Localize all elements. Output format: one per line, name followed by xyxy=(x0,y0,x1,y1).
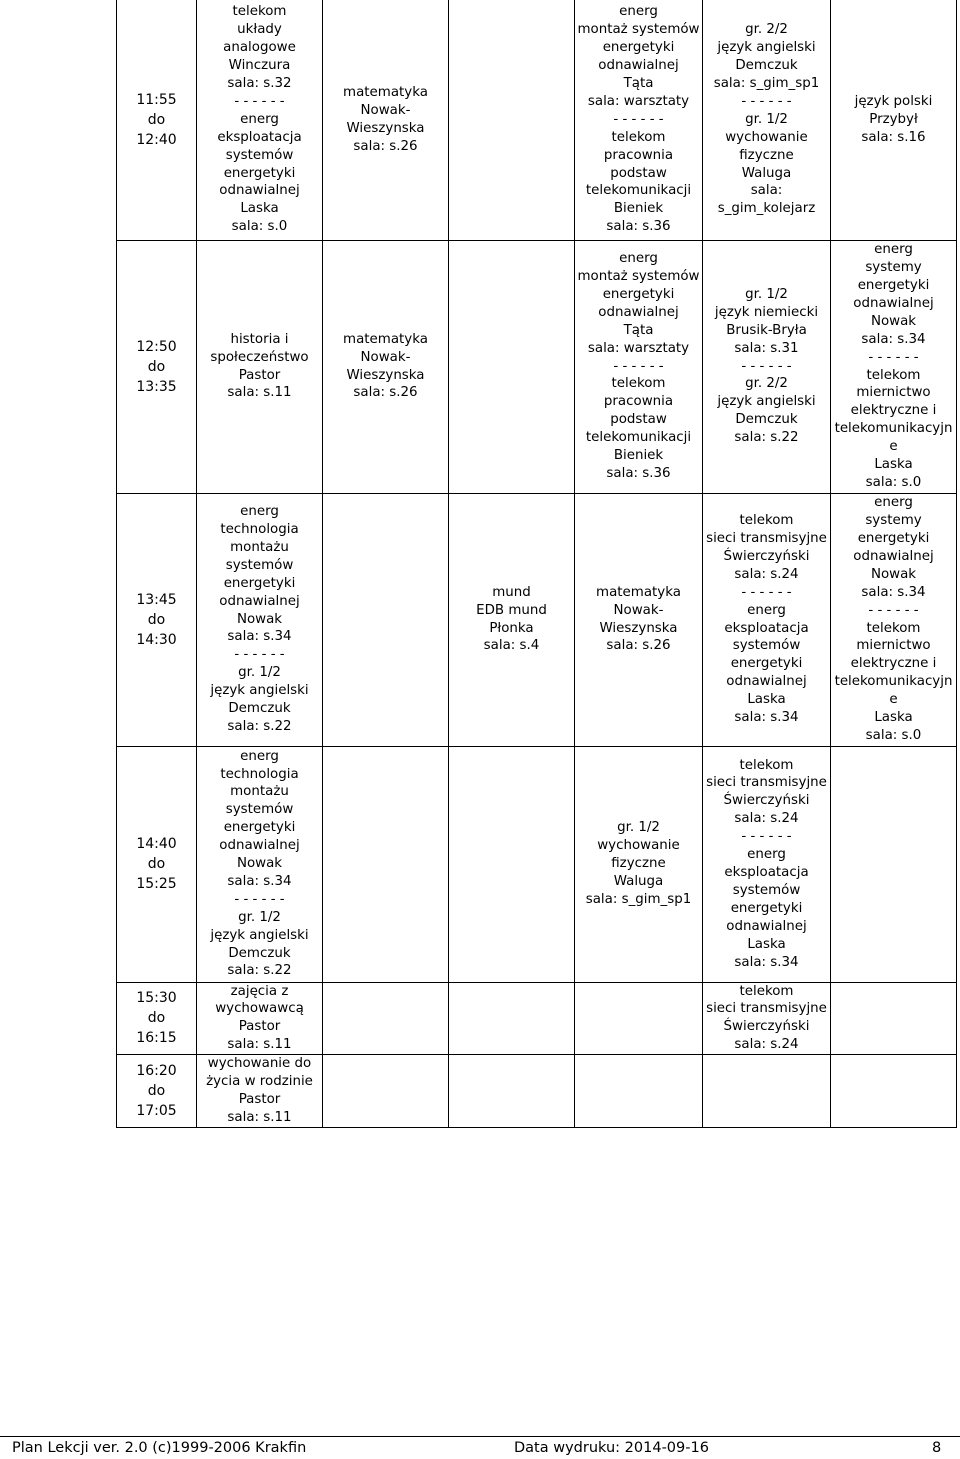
footer-page-number: 8 xyxy=(932,1440,942,1456)
time-line: do xyxy=(147,611,166,628)
lesson-line: język polski xyxy=(854,93,933,109)
lesson-line: matematyka xyxy=(596,584,681,600)
lesson-line: odnawialnej xyxy=(219,838,300,854)
lesson-cell xyxy=(323,493,449,746)
lesson-line: energ xyxy=(747,602,786,618)
lesson-time xyxy=(117,240,197,493)
lesson-line: s_gim_kolejarz xyxy=(717,201,816,217)
lesson-line: sala: s.24 xyxy=(734,566,799,582)
lesson-line: elektryczne i xyxy=(850,656,937,672)
lesson-cell xyxy=(449,982,575,1055)
timetable-row xyxy=(117,0,957,240)
lesson-line: sala: s.31 xyxy=(734,340,799,356)
lesson-line: matematyka xyxy=(343,331,428,347)
lesson-cell xyxy=(831,240,957,493)
time-line: 11:55 xyxy=(136,91,177,108)
lesson-cell xyxy=(575,0,703,240)
lesson-line: wychowanie xyxy=(597,838,680,854)
lesson-line: systemów xyxy=(225,802,294,818)
lesson-line: Świerczyński xyxy=(723,1019,810,1035)
lesson-line: sala: s.34 xyxy=(861,331,926,347)
lesson-line: telekom xyxy=(739,757,794,773)
time-line: do xyxy=(147,111,166,128)
lesson-cell xyxy=(449,0,575,240)
lesson-line: Świerczyński xyxy=(723,793,810,809)
lesson-line: pracownia xyxy=(603,394,674,410)
lesson-line: sala: s.26 xyxy=(606,638,671,654)
lesson-line: systemy xyxy=(865,260,922,276)
lesson-line: zajęcia z xyxy=(230,983,289,999)
lesson-cell xyxy=(575,982,703,1055)
timetable-row xyxy=(117,493,957,746)
timetable-row xyxy=(117,746,957,982)
lesson-line: montażu xyxy=(230,539,289,555)
lesson-line: sala: s.11 xyxy=(227,1037,292,1053)
lesson-line: wychowanie xyxy=(725,129,808,145)
lesson-line: Bieniek xyxy=(613,201,664,217)
lesson-line: montażu xyxy=(230,784,289,800)
lesson-line: elektryczne i xyxy=(850,403,937,419)
lesson-line: sala: s_gim_sp1 xyxy=(585,891,692,907)
lesson-line: fizyczne xyxy=(611,856,666,872)
lesson-line: sala: s.36 xyxy=(606,465,671,481)
lesson-line: sala: s.26 xyxy=(353,385,418,401)
lesson-cell xyxy=(831,982,957,1055)
lesson-line: technologia xyxy=(220,766,299,782)
lesson-line: sala: s.24 xyxy=(734,1037,799,1053)
lesson-line: energetyki xyxy=(857,277,930,293)
lesson-line: sala: s.0 xyxy=(865,727,922,743)
lesson-line: gr. 2/2 xyxy=(745,22,788,38)
lesson-line: energ xyxy=(747,847,786,863)
lesson-line: Brusik-Bryła xyxy=(726,322,807,338)
lesson-line: energetyki xyxy=(602,40,675,56)
lesson-line: Nowak xyxy=(236,611,283,627)
lesson-line: język angielski xyxy=(717,40,816,56)
lesson-line: Bieniek xyxy=(613,448,664,464)
lesson-line: gr. 1/2 xyxy=(745,111,788,127)
lesson-line: Laska xyxy=(747,936,786,952)
lesson-line: energ xyxy=(619,251,658,267)
lesson-line: Wieszynska xyxy=(346,120,425,136)
lesson-line: eksploatacja xyxy=(217,129,302,145)
lesson-line: gr. 1/2 xyxy=(617,820,660,836)
lesson-time xyxy=(117,1055,197,1128)
lesson-time xyxy=(117,493,197,746)
lesson-line: - - - - - - xyxy=(234,647,285,663)
lesson-line: - - - - - - xyxy=(613,111,664,127)
lesson-line: sala: s.34 xyxy=(734,954,799,970)
lesson-line: Laska xyxy=(874,710,913,726)
lesson-line: telekomunikacji xyxy=(585,430,692,446)
lesson-line: mund xyxy=(492,584,531,600)
lesson-line: sala: s.22 xyxy=(227,963,292,979)
page-footer xyxy=(0,1436,960,1459)
lesson-line: energetyki xyxy=(602,286,675,302)
lesson-cell xyxy=(703,0,831,240)
lesson-line: energetyki xyxy=(223,165,296,181)
lesson-line: miernictwo xyxy=(856,385,931,401)
lesson-line: Demczuk xyxy=(735,412,798,428)
lesson-cell xyxy=(703,982,831,1055)
lesson-line: energ xyxy=(240,748,279,764)
lesson-line: Nowak xyxy=(870,313,917,329)
lesson-cell xyxy=(575,493,703,746)
lesson-line: sala: s.26 xyxy=(353,138,418,154)
lesson-cell xyxy=(449,493,575,746)
lesson-line: sieci transmisyjne xyxy=(706,775,827,791)
timetable xyxy=(116,0,957,1128)
lesson-line: społeczeństwo xyxy=(210,349,309,365)
lesson-cell xyxy=(575,746,703,982)
lesson-line: e xyxy=(889,692,898,708)
lesson-cell xyxy=(831,493,957,746)
lesson-line: - - - - - - xyxy=(741,358,792,374)
lesson-line: sala: xyxy=(750,183,783,199)
lesson-line: wychowawcą xyxy=(215,1001,304,1017)
lesson-line: - - - - - - xyxy=(741,93,792,109)
lesson-line: telekom xyxy=(866,367,921,383)
lesson-cell xyxy=(831,1055,957,1128)
lesson-cell xyxy=(449,746,575,982)
lesson-line: podstaw xyxy=(610,412,667,428)
lesson-line: Nowak- xyxy=(360,349,411,365)
lesson-line: systemów xyxy=(225,557,294,573)
time-line: 17:05 xyxy=(136,1103,177,1120)
lesson-line: Płonka xyxy=(489,620,534,636)
time-line: do xyxy=(147,856,166,872)
time-line: 12:50 xyxy=(136,338,177,355)
lesson-cell xyxy=(703,240,831,493)
time-line: 14:40 xyxy=(136,836,177,852)
lesson-cell xyxy=(197,1055,323,1128)
lesson-line: Laska xyxy=(747,692,786,708)
time-line: do xyxy=(147,1083,166,1100)
lesson-line: gr. 1/2 xyxy=(745,286,788,302)
lesson-line: eksploatacja xyxy=(724,865,809,880)
time-line: do xyxy=(147,358,166,375)
lesson-cell xyxy=(575,1055,703,1128)
lesson-line: odnawialnej xyxy=(219,183,300,199)
time-line: 13:45 xyxy=(136,591,177,608)
lesson-cell xyxy=(449,1055,575,1128)
footer-print-date: Data wydruku: 2014-09-16 xyxy=(514,1440,709,1456)
lesson-line: Demczuk xyxy=(228,945,291,961)
lesson-line: Waluga xyxy=(741,165,792,181)
lesson-line: analogowe xyxy=(223,40,296,56)
lesson-cell xyxy=(197,240,323,493)
lesson-line: Nowak- xyxy=(613,602,664,618)
lesson-line: - - - - - - xyxy=(234,93,285,109)
lesson-line: sala: s.22 xyxy=(734,430,799,446)
lesson-line: sala: s.0 xyxy=(865,474,922,490)
lesson-line: systemów xyxy=(732,638,801,654)
lesson-line: Pastor xyxy=(238,1019,281,1035)
lesson-line: miernictwo xyxy=(856,638,931,654)
lesson-line: sala: s.16 xyxy=(861,129,926,145)
lesson-line: sieci transmisyjne xyxy=(706,530,827,546)
lesson-cell xyxy=(323,1055,449,1128)
lesson-line: odnawialnej xyxy=(726,918,807,934)
timetable-row xyxy=(117,1055,957,1128)
lesson-line: Laska xyxy=(874,457,913,473)
lesson-line: sala: warsztaty xyxy=(587,340,690,356)
lesson-line: język angielski xyxy=(717,394,816,410)
lesson-line: Pastor xyxy=(238,367,281,383)
lesson-line: EDB mund xyxy=(476,602,547,618)
lesson-line: telekom xyxy=(739,513,794,529)
lesson-cell xyxy=(323,240,449,493)
lesson-line: telekomunikacji xyxy=(585,183,692,199)
time-line: 13:35 xyxy=(136,378,177,395)
lesson-line: Wieszynska xyxy=(346,367,425,383)
lesson-line: układy xyxy=(237,22,282,38)
lesson-line: systemów xyxy=(225,147,294,163)
lesson-cell xyxy=(197,493,323,746)
lesson-cell xyxy=(831,0,957,240)
time-line: do xyxy=(147,1010,166,1027)
lesson-line: sieci transmisyjne xyxy=(706,1001,827,1017)
lesson-line: telekom xyxy=(611,129,666,145)
lesson-line: technologia xyxy=(220,522,299,538)
lesson-line: język angielski xyxy=(210,927,309,943)
lesson-line: energ xyxy=(240,504,279,520)
lesson-line: - - - - - - xyxy=(613,358,664,374)
lesson-line: energ xyxy=(874,495,913,511)
lesson-cell xyxy=(197,0,323,240)
lesson-line: Wieszynska xyxy=(599,620,678,636)
lesson-line: Przybył xyxy=(869,111,918,127)
lesson-line: odnawialnej xyxy=(219,593,300,609)
lesson-line: Pastor xyxy=(238,1092,281,1108)
lesson-line: Tąta xyxy=(623,75,654,91)
footer-software-info: Plan Lekcji ver. 2.0 (c)1999-2006 Krakfin xyxy=(12,1440,307,1456)
lesson-cell xyxy=(449,240,575,493)
lesson-line: Demczuk xyxy=(735,58,798,74)
lesson-line: sala: s.0 xyxy=(231,219,288,235)
lesson-line: sala: s.34 xyxy=(861,584,926,600)
lesson-line: sala: s.24 xyxy=(734,811,799,827)
lesson-line: systemów xyxy=(732,882,801,898)
lesson-cell xyxy=(831,746,957,982)
lesson-line: sala: s.36 xyxy=(606,219,671,235)
lesson-line: gr. 1/2 xyxy=(238,665,281,681)
lesson-cell xyxy=(197,746,323,982)
lesson-line: odnawialnej xyxy=(853,295,934,311)
time-line: 15:25 xyxy=(136,876,177,892)
lesson-line: systemy xyxy=(865,513,922,529)
lesson-line: telekom xyxy=(611,376,666,392)
lesson-line: energetyki xyxy=(730,656,803,672)
lesson-line: energ xyxy=(874,242,913,258)
lesson-line: odnawialnej xyxy=(853,548,934,564)
lesson-line: Nowak- xyxy=(360,102,411,118)
lesson-cell xyxy=(703,1055,831,1128)
lesson-line: sala: s.34 xyxy=(734,710,799,726)
lesson-time xyxy=(117,0,197,240)
lesson-cell xyxy=(323,982,449,1055)
lesson-time xyxy=(117,746,197,982)
lesson-line: historia i xyxy=(230,331,289,347)
lesson-line: sala: s.11 xyxy=(227,1110,292,1126)
lesson-line: telekomunikacyjn xyxy=(834,674,953,690)
lesson-line: Waluga xyxy=(613,873,664,889)
lesson-cell xyxy=(197,982,323,1055)
lesson-line: sala: s.34 xyxy=(227,629,292,645)
lesson-line: Tąta xyxy=(623,322,654,338)
lesson-line: montaż systemów xyxy=(577,22,700,38)
lesson-line: Laska xyxy=(240,201,279,217)
lesson-line: energetyki xyxy=(223,820,296,836)
lesson-line: fizyczne xyxy=(739,147,794,163)
lesson-cell xyxy=(323,0,449,240)
lesson-line: matematyka xyxy=(343,84,428,100)
timetable-row xyxy=(117,982,957,1055)
lesson-line: sala: s.11 xyxy=(227,385,292,401)
lesson-line: Demczuk xyxy=(228,701,291,717)
lesson-line: sala: s.22 xyxy=(227,718,292,734)
time-line: 12:40 xyxy=(136,131,177,148)
lesson-time xyxy=(117,982,197,1055)
lesson-line: sala: warsztaty xyxy=(587,93,690,109)
lesson-line: telekomunikacyjn xyxy=(834,421,953,437)
lesson-line: sala: s.34 xyxy=(227,873,292,889)
lesson-line: e xyxy=(889,439,898,455)
lesson-line: gr. 1/2 xyxy=(238,909,281,925)
lesson-line: - - - - - - xyxy=(868,349,919,365)
lesson-line: telekom xyxy=(232,4,287,20)
lesson-line: energ xyxy=(619,4,658,20)
lesson-line: - - - - - - xyxy=(868,602,919,618)
lesson-line: gr. 2/2 xyxy=(745,376,788,392)
lesson-line: sala: s_gim_sp1 xyxy=(713,75,820,91)
lesson-line: energetyki xyxy=(857,530,930,546)
lesson-line: - - - - - - xyxy=(741,829,792,845)
time-line: 16:20 xyxy=(136,1063,177,1080)
lesson-line: Świerczyński xyxy=(723,548,810,564)
time-line: 15:30 xyxy=(136,990,177,1007)
lesson-cell xyxy=(575,240,703,493)
lesson-line: - - - - - - xyxy=(234,891,285,907)
lesson-line: życia w rodzinie xyxy=(206,1074,313,1090)
lesson-line: telekom xyxy=(739,983,794,999)
lesson-line: - - - - - - xyxy=(741,584,792,600)
lesson-line: wychowanie do xyxy=(207,1056,312,1072)
lesson-line: odnawialnej xyxy=(726,674,807,690)
lesson-line: pracownia xyxy=(603,147,674,163)
lesson-line: język angielski xyxy=(210,683,309,699)
lesson-line: montaż systemów xyxy=(577,269,700,285)
lesson-line: eksploatacja xyxy=(724,620,809,636)
lesson-line: Winczura xyxy=(228,58,291,74)
timetable-row xyxy=(117,240,957,493)
time-line: 16:15 xyxy=(136,1030,177,1047)
lesson-line: sala: s.32 xyxy=(227,75,292,91)
lesson-cell xyxy=(703,746,831,982)
time-line: 14:30 xyxy=(136,631,177,648)
lesson-line: Nowak xyxy=(236,856,283,872)
lesson-line: telekom xyxy=(866,620,921,636)
lesson-line: odnawialnej xyxy=(598,304,679,320)
lesson-line: odnawialnej xyxy=(598,58,679,74)
lesson-line: Nowak xyxy=(870,566,917,582)
lesson-cell xyxy=(703,493,831,746)
lesson-line: energ xyxy=(240,111,279,127)
lesson-line: energetyki xyxy=(223,575,296,591)
lesson-line: język niemiecki xyxy=(714,304,819,320)
lesson-cell xyxy=(323,746,449,982)
lesson-line: energetyki xyxy=(730,900,803,916)
lesson-line: sala: s.4 xyxy=(483,638,540,654)
lesson-line: podstaw xyxy=(610,165,667,181)
